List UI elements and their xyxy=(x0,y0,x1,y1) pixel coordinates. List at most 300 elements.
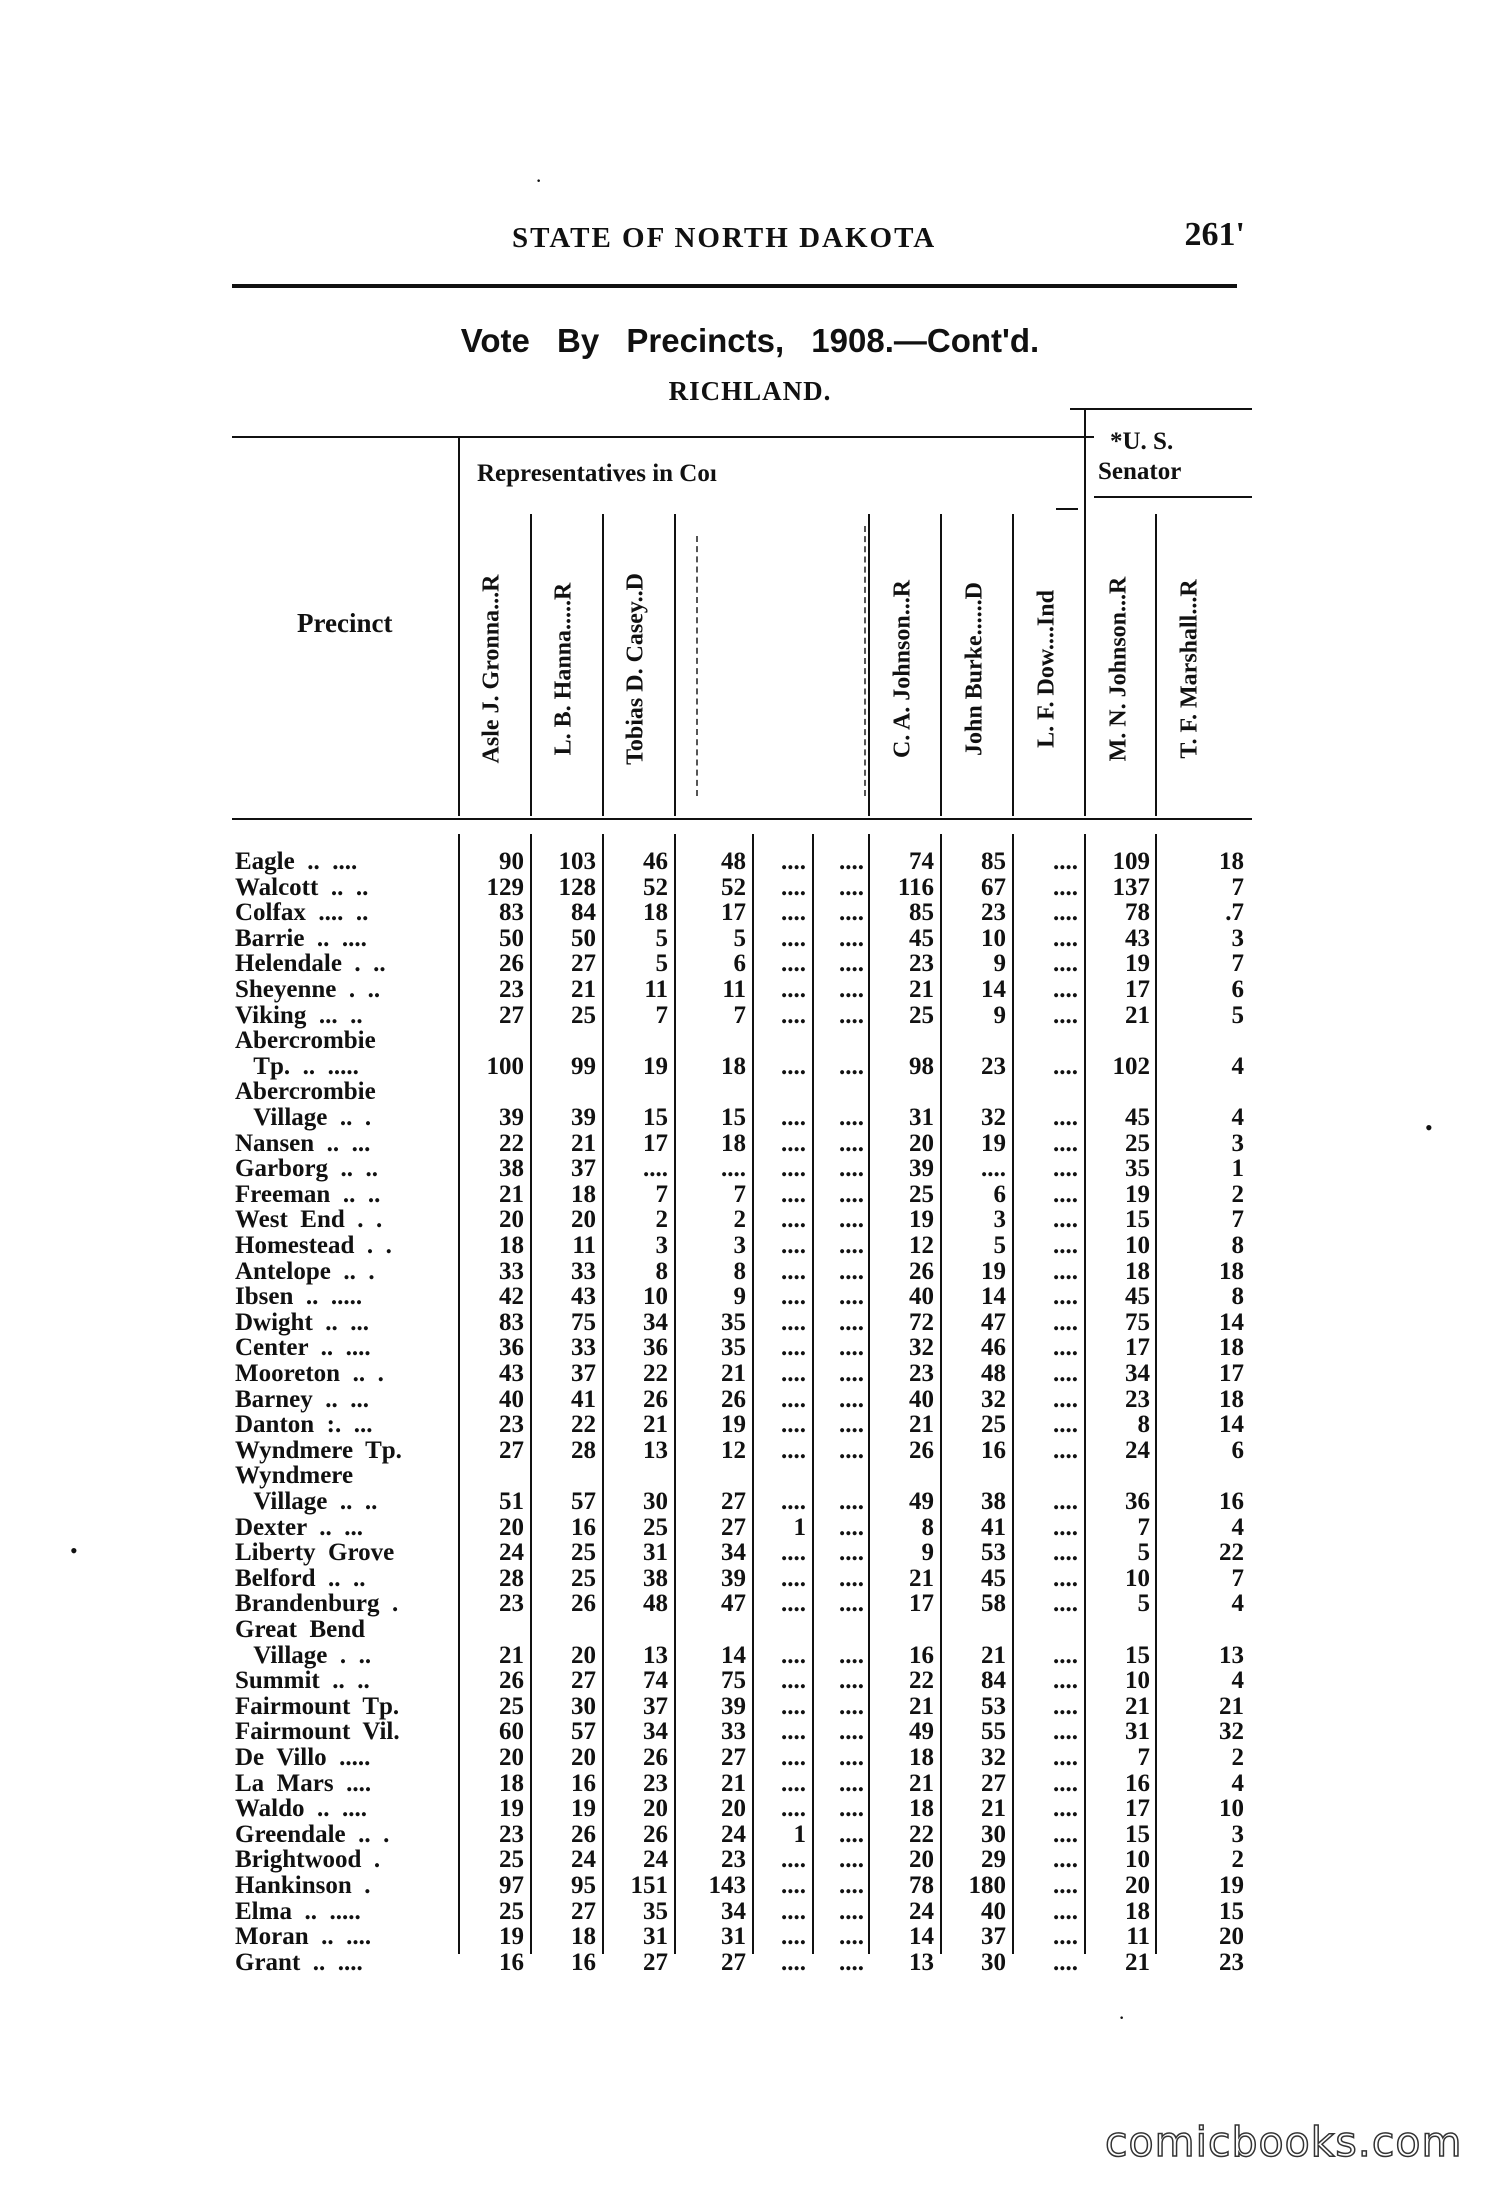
vote-cell: .... xyxy=(1053,1206,1078,1234)
vote-cell: 15 xyxy=(1125,1206,1150,1234)
vote-cell: 6 xyxy=(993,1180,1006,1208)
vote-cell: 20 xyxy=(499,1513,524,1541)
group-senator-line1: *U. S. xyxy=(1110,428,1174,455)
vote-cell: .... xyxy=(839,1948,864,1976)
senator-under-rule xyxy=(1094,496,1252,498)
vote-cell: .... xyxy=(1053,1232,1078,1259)
vote-cell: 85 xyxy=(981,848,1006,875)
vote-cell: .... xyxy=(781,1897,806,1925)
vote-cell: .... xyxy=(1053,1820,1078,1848)
vote-cell: 33 xyxy=(499,1257,524,1285)
vote-cell: 58 xyxy=(981,1590,1006,1618)
vote-cell: 24 xyxy=(499,1539,524,1567)
table-row xyxy=(232,1360,1252,1386)
vote-cell: 5 xyxy=(655,950,668,978)
vote-cell: 95 xyxy=(571,1872,596,1899)
vote-cell: 50 xyxy=(499,924,524,952)
vote-cell: 39 xyxy=(571,1103,596,1131)
vote-cell: .... xyxy=(1053,976,1078,1003)
vote-cell: 5 xyxy=(733,924,746,952)
vote-cell: 23 xyxy=(981,1052,1006,1080)
vote-cell: 46 xyxy=(981,1334,1006,1362)
vote-cell: 151 xyxy=(630,1872,668,1899)
precinct-name-cont: Tp. .. ..... xyxy=(235,1052,359,1080)
vote-cell: .... xyxy=(781,1564,806,1592)
precinct-header: Precinct xyxy=(297,608,393,638)
vote-cell: 22 xyxy=(499,1129,524,1157)
header-rule xyxy=(232,284,1237,288)
vote-cell: .... xyxy=(1053,1667,1078,1695)
vote-cell: .... xyxy=(839,1641,864,1669)
vote-cell: 34 xyxy=(721,1539,746,1567)
vote-cell: .... xyxy=(1053,1923,1078,1951)
vote-cell: .... xyxy=(839,1436,864,1464)
precinct-name: Viking ... .. xyxy=(235,1001,363,1029)
vote-cell: 20 xyxy=(909,1129,934,1157)
vote-cell: .... xyxy=(1053,1718,1078,1746)
group-senator-line2: Senator xyxy=(1098,458,1182,485)
vote-cell: 46 xyxy=(643,848,668,875)
vote-cell: 143 xyxy=(708,1872,746,1899)
vote-cell: 11 xyxy=(722,976,746,1003)
table-row xyxy=(232,1514,1252,1540)
vote-cell: .... xyxy=(1053,1948,1078,1976)
precinct-name: Eagle .. .... xyxy=(235,848,358,875)
vote-cell: 20 xyxy=(571,1641,596,1669)
vote-cell: 25 xyxy=(643,1513,668,1541)
table-row xyxy=(232,1667,1252,1693)
table-row xyxy=(232,1821,1252,1847)
col-rule-h4 xyxy=(674,514,676,816)
vote-cell: 22 xyxy=(909,1667,934,1695)
vote-cell: 37 xyxy=(571,1155,596,1183)
vote-cell: 14 xyxy=(721,1641,746,1669)
precinct-name: Nansen .. ... xyxy=(235,1129,371,1157)
table-row xyxy=(232,1206,1252,1232)
vote-cell: 33 xyxy=(571,1257,596,1285)
vote-cell: .... xyxy=(981,1155,1006,1183)
vote-cell: 3 xyxy=(655,1232,668,1259)
vote-cell: .... xyxy=(781,1923,806,1951)
vote-cell: .... xyxy=(1053,1308,1078,1336)
precinct-name: Brightwood . xyxy=(235,1846,381,1874)
vote-cell: 37 xyxy=(981,1923,1006,1951)
vote-cell: .... xyxy=(839,1257,864,1285)
vote-cell: 55 xyxy=(981,1718,1006,1746)
vote-cell: 25 xyxy=(571,1539,596,1567)
vote-cell: 21 xyxy=(1125,1692,1150,1720)
vote-cell: 31 xyxy=(909,1103,934,1131)
vote-cell: .... xyxy=(721,1155,746,1183)
vote-cell: 26 xyxy=(499,1667,524,1695)
vote-cell: 7 xyxy=(1231,1206,1244,1234)
vote-cell: 31 xyxy=(721,1923,746,1951)
vote-cell: .... xyxy=(839,1513,864,1541)
vote-cell: 52 xyxy=(643,873,668,901)
vote-cell: 24 xyxy=(909,1897,934,1925)
vote-cell: .... xyxy=(839,1360,864,1387)
vote-cell: 21 xyxy=(1125,1001,1150,1029)
vote-cell: 18 xyxy=(643,899,668,927)
table-row xyxy=(232,1616,1252,1669)
vote-cell: .... xyxy=(781,1257,806,1285)
vote-cell: 15 xyxy=(1125,1820,1150,1848)
vote-cell: 7 xyxy=(1231,1564,1244,1592)
vote-cell: 40 xyxy=(499,1385,524,1413)
vote-cell: 27 xyxy=(571,1897,596,1925)
vote-cell: 24 xyxy=(1125,1436,1150,1464)
vote-cell: 102 xyxy=(1112,1052,1150,1080)
vote-cell: 17 xyxy=(643,1129,668,1157)
vote-cell: 13 xyxy=(1219,1641,1244,1669)
vote-cell: 25 xyxy=(499,1692,524,1720)
vote-cell: 27 xyxy=(643,1948,668,1976)
vote-cell: 39 xyxy=(721,1564,746,1592)
vote-cell: 129 xyxy=(486,873,524,901)
precinct-name: Brandenburg . xyxy=(235,1590,399,1618)
vote-cell: 32 xyxy=(1219,1718,1244,1746)
vote-cell: .... xyxy=(1053,848,1078,875)
precinct-name: Waldo .. .... xyxy=(235,1795,367,1823)
vote-cell: .... xyxy=(1053,1129,1078,1157)
vote-cell: 8 xyxy=(733,1257,746,1285)
precinct-name: West End . . xyxy=(235,1206,383,1234)
table-row xyxy=(232,1386,1252,1412)
vote-cell: 19 xyxy=(1219,1872,1244,1899)
vote-cell: 48 xyxy=(721,848,746,875)
vote-cell: 180 xyxy=(968,1872,1006,1899)
vote-cell: .... xyxy=(781,1769,806,1797)
vote-cell: 14 xyxy=(1219,1308,1244,1336)
vote-cell: .... xyxy=(1053,1487,1078,1515)
vote-cell: 16 xyxy=(499,1948,524,1976)
vote-cell: .... xyxy=(781,1487,806,1515)
vote-cell: .... xyxy=(839,1103,864,1131)
vote-cell: 74 xyxy=(643,1667,668,1695)
vote-cell: 31 xyxy=(1125,1718,1150,1746)
vote-cell: 23 xyxy=(499,1590,524,1618)
vote-cell: 3 xyxy=(993,1206,1006,1234)
table-row xyxy=(232,1334,1252,1360)
vote-cell: 128 xyxy=(558,873,596,901)
speck-mark: • xyxy=(1425,1115,1433,1140)
vote-cell: 23 xyxy=(909,950,934,978)
vote-cell: 6 xyxy=(1231,976,1244,1003)
vote-cell: 8 xyxy=(921,1513,934,1541)
precinct-name: Garborg .. .. xyxy=(235,1155,379,1183)
precinct-name: De Villo ..... xyxy=(235,1744,371,1771)
vote-cell: 27 xyxy=(981,1769,1006,1797)
vote-cell: 5 xyxy=(1137,1590,1150,1618)
vote-cell: 23 xyxy=(1125,1385,1150,1413)
page-number: 261' xyxy=(1184,216,1245,253)
vote-cell: 36 xyxy=(1125,1487,1150,1515)
vote-cell: 18 xyxy=(909,1744,934,1771)
vote-cell: 19 xyxy=(643,1052,668,1080)
vote-cell: 22 xyxy=(571,1411,596,1439)
vote-cell: 83 xyxy=(499,1308,524,1336)
vote-cell: 26 xyxy=(643,1385,668,1413)
vote-cell: .... xyxy=(839,1564,864,1592)
vote-cell: 17 xyxy=(721,899,746,927)
vote-cell: 20 xyxy=(721,1795,746,1823)
vote-cell: 13 xyxy=(643,1436,668,1464)
precinct-name: Wyndmere Tp. xyxy=(235,1436,402,1464)
vote-cell: 25 xyxy=(909,1001,934,1029)
vote-cell: 2 xyxy=(733,1206,746,1234)
precinct-name: Mooreton .. . xyxy=(235,1360,384,1387)
col-rule-h10 xyxy=(1084,408,1086,816)
vote-cell: .... xyxy=(1053,873,1078,901)
vote-cell: 25 xyxy=(499,1897,524,1925)
vote-cell: 100 xyxy=(486,1052,524,1080)
vote-cell: 21 xyxy=(981,1795,1006,1823)
vote-cell: .... xyxy=(839,1180,864,1208)
vote-cell: 21 xyxy=(499,1180,524,1208)
vote-cell: 14 xyxy=(981,976,1006,1003)
vote-cell: .... xyxy=(781,1360,806,1387)
vote-cell: .... xyxy=(781,1641,806,1669)
vote-cell: .... xyxy=(1053,1283,1078,1311)
vote-cell: .... xyxy=(839,950,864,978)
vote-cell: 18 xyxy=(721,1129,746,1157)
vote-cell: 20 xyxy=(1125,1872,1150,1899)
header-hanna: L. B. Hanna.....R xyxy=(550,582,577,756)
vote-cell: 84 xyxy=(981,1667,1006,1695)
vote-cell: 16 xyxy=(981,1436,1006,1464)
vote-cell: 11 xyxy=(644,976,668,1003)
vote-cell: 20 xyxy=(499,1206,524,1234)
vote-cell: 19 xyxy=(1125,950,1150,978)
precinct-name: Barney .. ... xyxy=(235,1385,370,1413)
vote-cell: .... xyxy=(839,1897,864,1925)
header-marshall: T. F. Marshall...R xyxy=(1176,579,1203,759)
vote-cell: 21 xyxy=(721,1769,746,1797)
vote-cell: .... xyxy=(839,1129,864,1157)
vote-cell: .... xyxy=(781,1334,806,1362)
vote-cell: 7 xyxy=(733,1001,746,1029)
vote-cell: .... xyxy=(1053,1385,1078,1413)
vote-cell: 26 xyxy=(909,1436,934,1464)
vote-cell: 30 xyxy=(981,1948,1006,1976)
vote-cell: 27 xyxy=(571,950,596,978)
vote-cell: 2 xyxy=(655,1206,668,1234)
vote-cell: 10 xyxy=(981,924,1006,952)
col-rule-h1 xyxy=(458,436,460,816)
county-name: RICHLAND. xyxy=(668,376,832,406)
vote-cell: .... xyxy=(781,1872,806,1899)
table-row xyxy=(232,1923,1252,1949)
vote-cell: 33 xyxy=(571,1334,596,1362)
table-row xyxy=(232,874,1252,900)
vote-cell: 49 xyxy=(909,1718,934,1746)
vote-cell: 75 xyxy=(571,1308,596,1336)
vote-cell: 21 xyxy=(499,1641,524,1669)
vote-cell: 47 xyxy=(981,1308,1006,1336)
header-gronna: Asle J. Gronna...R xyxy=(478,574,505,764)
col-dots-h6 xyxy=(864,526,866,796)
table-row xyxy=(232,1437,1252,1463)
precinct-name-cont: Village .. . xyxy=(235,1103,372,1131)
vote-cell: 9 xyxy=(733,1283,746,1311)
vote-cell: .... xyxy=(643,1155,668,1183)
group-representatives: Representatives in Coı xyxy=(477,460,717,487)
vote-cell: .... xyxy=(781,1180,806,1208)
vote-cell: .... xyxy=(781,1667,806,1695)
vote-cell: .... xyxy=(1053,1334,1078,1362)
vote-cell: .... xyxy=(1053,1513,1078,1541)
vote-cell: 14 xyxy=(981,1283,1006,1311)
vote-cell: 9 xyxy=(993,1001,1006,1029)
vote-cell: .... xyxy=(839,1692,864,1720)
vote-cell: 19 xyxy=(721,1411,746,1439)
vote-cell: .... xyxy=(839,899,864,927)
vote-cell: 27 xyxy=(499,1001,524,1029)
vote-cell: 3 xyxy=(1231,924,1244,952)
speck-mark: • xyxy=(70,1538,78,1563)
vote-cell: 5 xyxy=(655,924,668,952)
vote-cell: .... xyxy=(781,1129,806,1157)
vote-cell: .... xyxy=(1053,1795,1078,1823)
vote-cell: 21 xyxy=(643,1411,668,1439)
vote-cell: 2 xyxy=(1231,1744,1244,1771)
vote-cell: 21 xyxy=(1219,1692,1244,1720)
vote-cell: 10 xyxy=(1219,1795,1244,1823)
precinct-name-cont: Village .. .. xyxy=(235,1487,378,1515)
precinct-name: Fairmount Tp. xyxy=(235,1692,400,1720)
precinct-name: Belford .. .. xyxy=(235,1564,366,1592)
vote-cell: 7 xyxy=(1231,873,1244,901)
vote-cell: 10 xyxy=(643,1283,668,1311)
vote-cell: 45 xyxy=(909,924,934,952)
vote-cell: .... xyxy=(1053,1564,1078,1592)
vote-cell: 29 xyxy=(981,1846,1006,1874)
header-bottom-rule xyxy=(232,818,1252,820)
precinct-name: Sheyenne . .. xyxy=(235,976,381,1003)
vote-cell: 16 xyxy=(909,1641,934,1669)
vote-cell: .... xyxy=(781,950,806,978)
vote-cell: 6 xyxy=(733,950,746,978)
vote-cell: 109 xyxy=(1112,848,1150,875)
vote-cell: .... xyxy=(839,1872,864,1899)
vote-cell: 37 xyxy=(643,1692,668,1720)
vote-cell: .... xyxy=(839,1001,864,1029)
vote-cell: 21 xyxy=(909,976,934,1003)
col-rule-h3 xyxy=(602,514,604,816)
vote-cell: 32 xyxy=(909,1334,934,1362)
vote-cell: .... xyxy=(839,848,864,875)
vote-cell: .... xyxy=(839,1155,864,1183)
vote-cell: 26 xyxy=(643,1744,668,1771)
vote-cell: 31 xyxy=(643,1923,668,1951)
vote-cell: .... xyxy=(839,1769,864,1797)
vote-cell: .... xyxy=(1053,1436,1078,1464)
vote-cell: .... xyxy=(781,1411,806,1439)
vote-cell: 19 xyxy=(909,1206,934,1234)
watermark: comicbooks.com xyxy=(1105,2118,1463,2166)
vote-cell: 21 xyxy=(721,1360,746,1387)
col-rule-h8 xyxy=(940,514,942,816)
vote-cell: 18 xyxy=(1219,1385,1244,1413)
vote-cell: 41 xyxy=(981,1513,1006,1541)
vote-cell: 97 xyxy=(499,1872,524,1899)
vote-cell: 8 xyxy=(1137,1411,1150,1439)
vote-cell: 22 xyxy=(643,1360,668,1387)
vote-cell: 4 xyxy=(1231,1667,1244,1695)
precinct-name: Freeman .. .. xyxy=(235,1180,381,1208)
precinct-name: Hankinson . xyxy=(235,1872,371,1899)
vote-cell: 28 xyxy=(499,1564,524,1592)
vote-cell: 10 xyxy=(1125,1846,1150,1874)
vote-cell: 25 xyxy=(571,1001,596,1029)
precinct-name-cont: Village . .. xyxy=(235,1641,372,1669)
vote-cell: 5 xyxy=(993,1232,1006,1259)
vote-cell: .... xyxy=(781,1232,806,1259)
vote-cell: 7 xyxy=(733,1180,746,1208)
vote-cell: 12 xyxy=(909,1232,934,1259)
vote-cell: 7 xyxy=(655,1001,668,1029)
vote-cell: 26 xyxy=(909,1257,934,1285)
vote-cell: 8 xyxy=(655,1257,668,1285)
vote-cell: 14 xyxy=(909,1923,934,1951)
vote-cell: 26 xyxy=(571,1820,596,1848)
vote-cell: .... xyxy=(1053,1052,1078,1080)
vote-cell: 10 xyxy=(1125,1564,1150,1592)
vote-cell: .... xyxy=(1053,1155,1078,1183)
table-row xyxy=(232,1002,1252,1028)
vote-cell: .7 xyxy=(1225,899,1244,927)
header-casey: Tobias D. Casey..D xyxy=(622,573,649,765)
table-row xyxy=(232,1949,1252,1975)
vote-cell: 1 xyxy=(793,1513,806,1541)
precinct-name: Liberty Grove xyxy=(235,1539,395,1567)
vote-cell: 27 xyxy=(721,1948,746,1976)
vote-cell: 116 xyxy=(897,873,934,901)
vote-cell: 23 xyxy=(981,899,1006,927)
vote-cell: .... xyxy=(781,1692,806,1720)
table-row xyxy=(232,1565,1252,1591)
vote-cell: 6 xyxy=(1231,1436,1244,1464)
vote-cell: .... xyxy=(839,1283,864,1311)
vote-cell: 51 xyxy=(499,1487,524,1515)
vote-cell: 27 xyxy=(721,1744,746,1771)
vote-cell: 34 xyxy=(1125,1360,1150,1387)
vote-cell: 137 xyxy=(1112,873,1150,901)
vote-cell: 17 xyxy=(1219,1360,1244,1387)
precinct-name: Moran .. .... xyxy=(235,1923,372,1951)
vote-cell: 4 xyxy=(1231,1769,1244,1797)
vote-cell: 39 xyxy=(721,1692,746,1720)
table-row xyxy=(232,1411,1252,1437)
speck-mark: · xyxy=(535,168,543,193)
precinct-name: Danton :. ... xyxy=(235,1411,373,1439)
vote-cell: 19 xyxy=(981,1129,1006,1157)
col-rule-h7 xyxy=(868,514,870,816)
vote-cell: 3 xyxy=(733,1232,746,1259)
vote-cell: 1 xyxy=(793,1820,806,1848)
vote-cell: .... xyxy=(1053,1692,1078,1720)
vote-cell: .... xyxy=(1053,1411,1078,1439)
precinct-name: Ibsen .. ..... xyxy=(235,1283,363,1311)
precinct-name: Colfax .... .. xyxy=(235,899,369,927)
vote-cell: 10 xyxy=(1125,1232,1150,1259)
vote-cell: 19 xyxy=(1125,1180,1150,1208)
vote-cell: .... xyxy=(781,873,806,901)
vote-cell: .... xyxy=(1053,1744,1078,1771)
vote-cell: .... xyxy=(781,1846,806,1874)
vote-cell: 32 xyxy=(981,1103,1006,1131)
vote-cell: 18 xyxy=(721,1052,746,1080)
